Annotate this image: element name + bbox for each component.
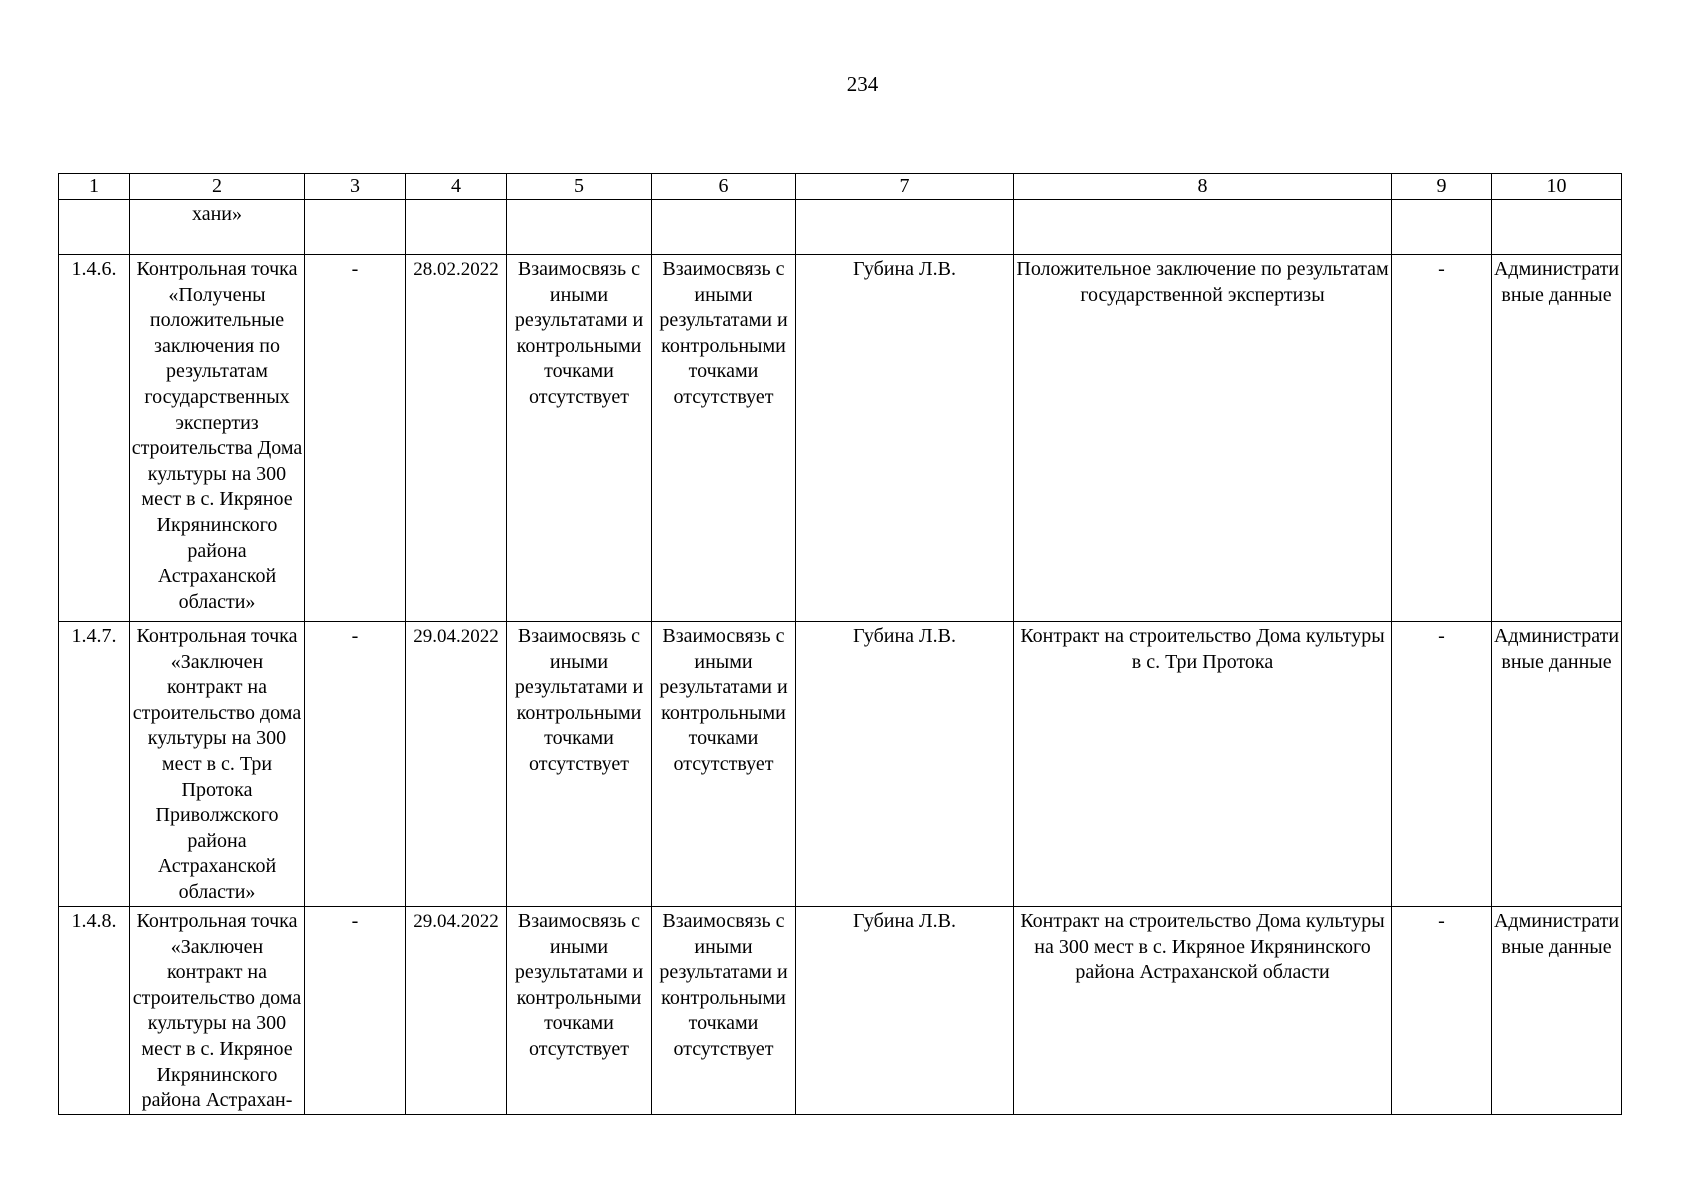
- data-source: [1492, 622, 1622, 907]
- col9-value: [1392, 255, 1492, 622]
- responsible-person: [796, 255, 1014, 622]
- due-date-text: 29.04.2022: [413, 626, 499, 647]
- table-row: [59, 255, 1622, 622]
- continuation-row: [59, 200, 1622, 255]
- header-cell: 10: [1492, 174, 1622, 200]
- col3-value: [305, 907, 406, 1115]
- result-description: [1014, 907, 1392, 1115]
- table-cell: [796, 200, 1014, 255]
- data-source: [1492, 907, 1622, 1115]
- result-text: Контракт на строительство Дома культуры в с. Три Протока: [1020, 625, 1385, 673]
- row-number-text: 1.4.7.: [71, 625, 117, 647]
- due-date-text: 28.02.2022: [413, 259, 499, 280]
- responsible-person: [796, 907, 1014, 1115]
- control-point-name: [130, 622, 305, 907]
- row-number-text: 1.4.6.: [71, 258, 117, 280]
- header-cell: 1: [59, 174, 130, 200]
- relation-text: Взаимосвязь с иными результатами и контрольными точками отсутствует: [659, 910, 788, 1060]
- relation-text: Взаимосвязь с иными результатами и контрольными точками отсутствует: [514, 625, 644, 775]
- result-description: [1014, 622, 1392, 907]
- page-number: 234: [846, 72, 879, 96]
- relation-text: Взаимосвязь с иными результатами и контрольными точками отсутствует: [514, 910, 644, 1060]
- table-cell: [305, 200, 406, 255]
- table-cell: [1014, 200, 1392, 255]
- table-cell: [507, 200, 652, 255]
- col3-value: [305, 622, 406, 907]
- control-point-name: [130, 255, 305, 622]
- result-text: Контракт на строительство Дома культуры на 300 мест в с. Икряное Икрянинского района Астраханской области: [1020, 910, 1385, 984]
- table-cell: [1392, 200, 1492, 255]
- relation-cell: [652, 907, 796, 1115]
- table-cell: [652, 200, 796, 255]
- col9-value: [1392, 907, 1492, 1115]
- relation-text: Взаимосвязь с иными результатами и контрольными точками отсутствует: [514, 258, 644, 408]
- data-source-text: Административные данные: [1493, 258, 1620, 306]
- col3-text: -: [351, 625, 359, 647]
- header-cell: 4: [406, 174, 507, 200]
- header-cell: 2: [130, 174, 305, 200]
- due-date: [406, 907, 507, 1115]
- table-row: [59, 907, 1622, 1115]
- col9-text: -: [1438, 910, 1445, 932]
- col9-text: -: [1438, 258, 1445, 280]
- responsible-text: Губина Л.В.: [853, 258, 956, 280]
- row-number: [59, 255, 130, 622]
- header-cell: 5: [507, 174, 652, 200]
- relation-cell: [652, 622, 796, 907]
- due-date: [406, 255, 507, 622]
- header-row: [59, 174, 1622, 200]
- row-number: [59, 622, 130, 907]
- col9-value: [1392, 622, 1492, 907]
- table-cell: [406, 200, 507, 255]
- control-point-name-text: Контрольная точка «Получены положительные заключения по результатам государственных экспертиз строительства Дома культуры на 300 мест в с. Икряное Икрянинского района Астраханской области»: [131, 258, 303, 613]
- relation-text: Взаимосвязь с иными результатами и контрольными точками отсутствует: [659, 258, 788, 408]
- table-cell: [130, 200, 305, 255]
- relation-cell: [507, 622, 652, 907]
- relation-cell: [507, 255, 652, 622]
- control-point-name: [130, 907, 305, 1115]
- continued-text: хани»: [191, 203, 243, 225]
- control-point-name-text: Контрольная точка «Заключен контракт на строительство дома культуры на 300 мест в с. Икряное Икрянинского района Астрахан-: [132, 910, 302, 1112]
- header-cell: 9: [1392, 174, 1492, 200]
- table-row: [59, 622, 1622, 907]
- col9-text: -: [1438, 625, 1445, 647]
- row-number-text: 1.4.8.: [71, 910, 117, 932]
- due-date-text: 29.04.2022: [413, 911, 499, 932]
- header-cell: 3: [305, 174, 406, 200]
- responsible-text: Губина Л.В.: [853, 910, 956, 932]
- responsible-person: [796, 622, 1014, 907]
- col3-text: -: [351, 258, 359, 280]
- header-cell: 6: [652, 174, 796, 200]
- due-date: [406, 622, 507, 907]
- control-point-name-text: Контрольная точка «Заключен контракт на строительство дома культуры на 300 мест в с. Три Протока Приволжского района Астраханской области»: [132, 625, 302, 903]
- relation-cell: [652, 255, 796, 622]
- responsible-text: Губина Л.В.: [853, 625, 956, 647]
- relation-cell: [507, 907, 652, 1115]
- row-number: [59, 907, 130, 1115]
- control-points-table: [58, 173, 1622, 1115]
- table-cell: [1492, 200, 1622, 255]
- data-source-text: Административные данные: [1493, 625, 1620, 673]
- col3-value: [305, 255, 406, 622]
- table-cell: [59, 200, 130, 255]
- result-text: Положительное заключение по результатам государственной экспертизы: [1016, 258, 1389, 306]
- col3-text: -: [351, 910, 359, 932]
- data-source: [1492, 255, 1622, 622]
- header-cell: 7: [796, 174, 1014, 200]
- result-description: [1014, 255, 1392, 622]
- relation-text: Взаимосвязь с иными результатами и контрольными точками отсутствует: [659, 625, 788, 775]
- header-cell: 8: [1014, 174, 1392, 200]
- data-source-text: Административные данные: [1493, 910, 1620, 958]
